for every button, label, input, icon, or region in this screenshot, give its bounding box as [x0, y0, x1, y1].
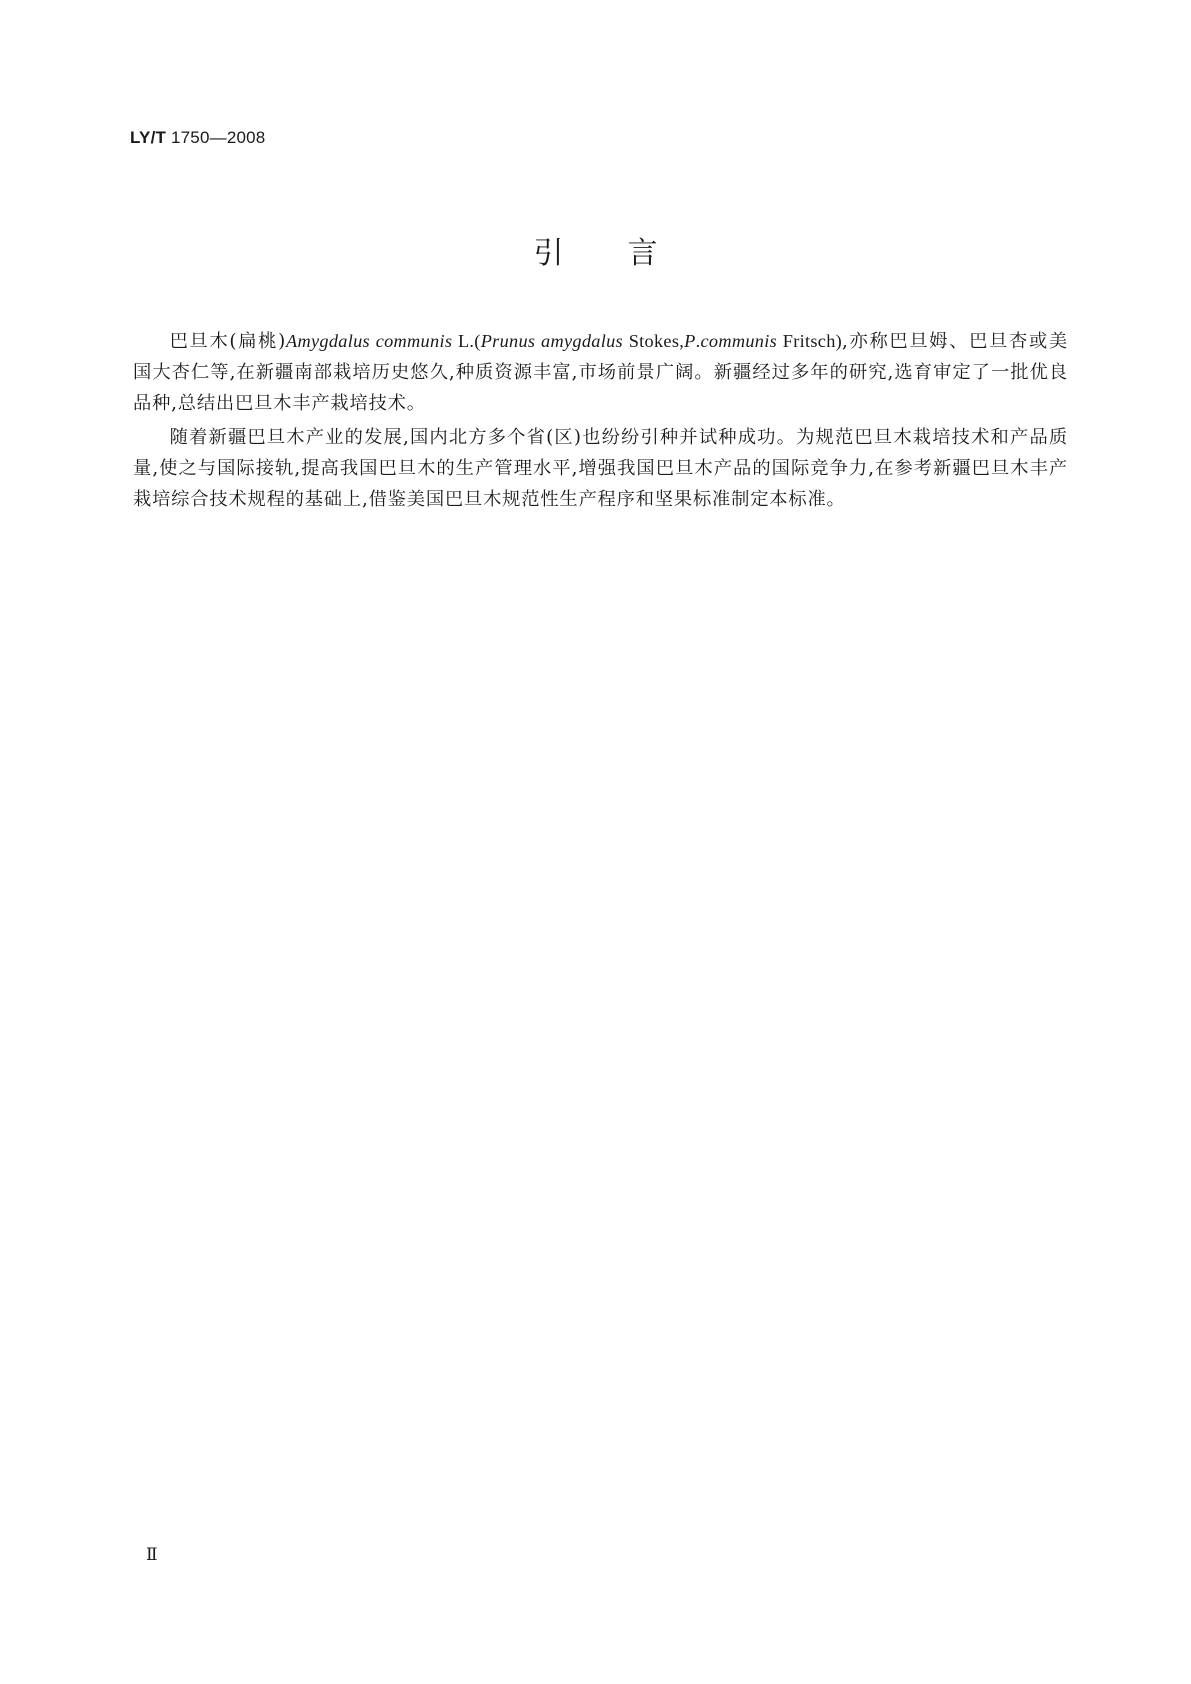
paragraph-1-segment: 巴旦木(扁桃) — [169, 331, 287, 352]
standard-code-prefix: LY/T — [130, 128, 167, 147]
page-number: Ⅱ — [146, 1545, 158, 1564]
paragraph-1-segment: Stokes, — [622, 331, 685, 351]
paragraph-1-segment: Prunus amygdalus — [480, 331, 623, 351]
standard-code-number: 1750—2008 — [166, 128, 266, 147]
paragraph-1-segment: L.( — [452, 331, 481, 351]
paragraph-1-segment: Fritsch) — [777, 331, 843, 351]
body-text — [133, 326, 1068, 515]
page-title: 引言 — [533, 236, 722, 271]
paragraph-1 — [133, 326, 1068, 419]
paragraph-2-segment: 随着新疆巴旦木产业的发展,国内北方多个省(区)也纷纷引种并试种成功。为规范巴旦木栽培技术和产品质量,使之与国际接轨,提高我国巴旦木的生产管理水平,增强我国巴旦木产品的国际竞争力,在参考新疆巴旦木丰产栽培综合技术规程的基础上,借鉴美国巴旦木规范性生产程序和坚果标准制定本标准。 — [133, 427, 1068, 510]
paragraph-1-segment: Amygdalus communis — [286, 331, 453, 351]
paragraph-1-segment: communis — [700, 331, 778, 351]
standard-code — [130, 128, 265, 148]
paragraph-1-segment: . — [695, 331, 701, 351]
paragraph-2 — [133, 422, 1068, 515]
paragraph-1-segment: P — [684, 331, 696, 351]
paragraph-1-segment: ,亦称巴旦姆、巴旦杏或美国大杏仁等,在新疆南部栽培历史悠久,种质资源丰富,市场前景广阔。新疆经过多年的研究,选育审定了一批优良品种,总结出巴旦木丰产栽培技术。 — [133, 331, 1069, 414]
